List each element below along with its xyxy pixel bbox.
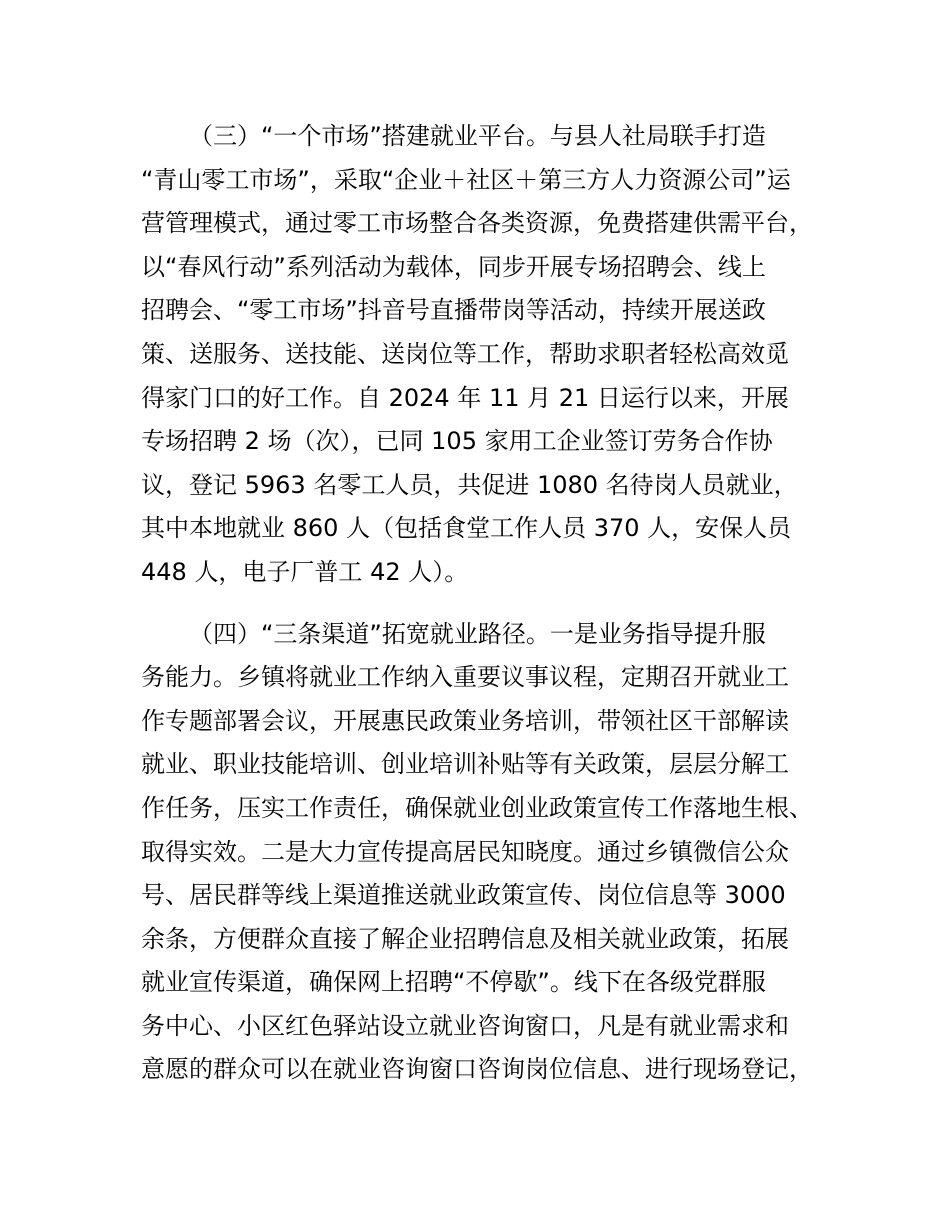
paragraph-market-platform [141,115,831,595]
paragraph-line: 448 人，电子厂普工 42 人）。 [141,557,469,586]
paragraph-line: 作任务，压实工作责任，确保就业创业政策宣传工作落地生根、 [141,793,813,822]
paragraph-line: 其中本地就业 860 人（包括食堂工作人员 370 人，安保人员 [141,514,792,543]
paragraph-line: 号、居民群等线上渠道推送就业政策宣传、岗位信息等 3000 [141,881,786,910]
paragraph-line: 作专题部署会议，开展惠民政策业务培训，带领社区干部解读 [141,706,789,735]
paragraph-line: “青山零工市场”，采取“企业＋社区＋第三方人力资源公司”运 [141,165,791,194]
paragraph-line: 务能力。乡镇将就业工作纳入重要议事议程，定期召开就业工 [141,663,789,692]
paragraph-line: 余条，方便群众直接了解企业招聘信息及相关就业政策，拓展 [141,924,789,953]
document-body [141,115,831,1092]
paragraph-line: 议，登记 5963 名零工人员，共促进 1080 名待岗人员就业， [141,470,798,499]
paragraph-line: 取得实效。二是大力宣传提高居民知晓度。通过乡镇微信公众 [141,837,789,866]
paragraph-line: 专场招聘 2 场（次），已同 105 家用工企业签订劳务合作协 [141,427,773,456]
paragraph-line: 策、送服务、送技能、送岗位等工作，帮助求职者轻松高效觅 [141,339,789,368]
paragraph-spacer [141,595,831,613]
paragraph-line: 务中心、小区红色驿站设立就业咨询窗口，凡是有就业需求和 [141,1011,789,1040]
paragraph-line: 得家门口的好工作。自 2024 年 11 月 21 日运行以来，开展 [141,383,789,412]
paragraph-line: 意愿的群众可以在就业咨询窗口咨询岗位信息、进行现场登记， [141,1055,813,1084]
paragraph-line: 以“春风行动”系列活动为载体，同步开展专场招聘会、线上 [141,252,766,281]
paragraph-line: （四）“三条渠道”拓宽就业路径。一是业务指导提升服 [189,619,766,648]
paragraph-three-channels [141,613,831,1093]
paragraph-line: 招聘会、“零工市场”抖音号直播带岗等活动，持续开展送政 [141,296,766,325]
paragraph-line: 就业、职业技能培训、创业培训补贴等有关政策，层层分解工 [141,750,789,779]
paragraph-line: 营管理模式，通过零工市场整合各类资源，免费搭建供需平台， [141,209,813,238]
paragraph-line: 就业宣传渠道，确保网上招聘“不停歇”。线下在各级党群服 [141,968,766,997]
paragraph-line: （三）“一个市场”搭建就业平台。与县人社局联手打造 [189,122,766,150]
